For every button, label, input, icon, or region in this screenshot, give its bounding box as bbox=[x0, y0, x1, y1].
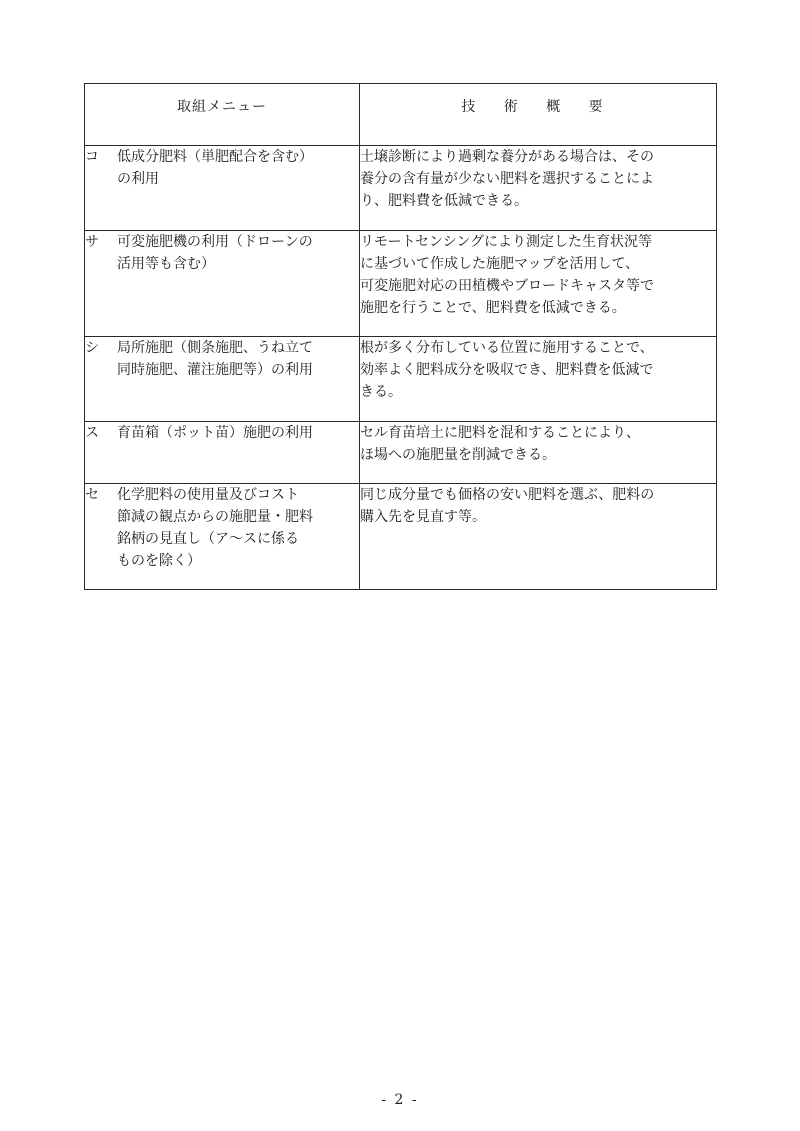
table-header-row bbox=[85, 84, 717, 146]
description-line: 施肥を行うことで、肥料費を低減できる。 bbox=[360, 300, 626, 316]
menu-line: ものを除く） bbox=[117, 553, 201, 569]
menu-cell bbox=[85, 337, 360, 422]
table-row bbox=[85, 231, 717, 337]
description-cell bbox=[360, 146, 717, 231]
table-row bbox=[85, 146, 717, 231]
menu-cell bbox=[85, 146, 360, 231]
description-cell bbox=[360, 231, 717, 337]
menu-letter: セ bbox=[85, 487, 99, 503]
description-line: に基づいて作成した施肥マップを活用して、 bbox=[360, 256, 640, 272]
menu-line: の利用 bbox=[117, 171, 159, 187]
menu-cell bbox=[85, 422, 360, 484]
description-line: 土壌診断により過剰な養分がある場合は、その bbox=[360, 149, 654, 165]
description-line: 可変施肥対応の田植機やブロードキャスタ等で bbox=[360, 278, 654, 294]
table-row bbox=[85, 337, 717, 422]
description-cell bbox=[360, 484, 717, 590]
description-line: 養分の含有量が少ない肥料を選択することによ bbox=[360, 171, 654, 187]
table-row bbox=[85, 422, 717, 484]
description-line: リモートセンシングにより測定した生育状況等 bbox=[360, 234, 653, 250]
menu-letter: シ bbox=[85, 340, 99, 356]
menu-line: 銘柄の見直し（ア～スに係る bbox=[117, 531, 299, 547]
menu-line: 同時施肥、灌注施肥等）の利用 bbox=[117, 362, 313, 378]
menu-line: 局所施肥（側条施肥、うね立て bbox=[117, 340, 313, 356]
description-line: 購入先を見直す等。 bbox=[360, 509, 486, 525]
description-line: 効率よく肥料成分を吸収でき、肥料費を低減で bbox=[360, 362, 654, 378]
description-cell bbox=[360, 337, 717, 422]
menu-letter: コ bbox=[85, 149, 99, 165]
description-line: セル育苗培土に肥料を混和することにより、 bbox=[360, 425, 640, 441]
description-line: ほ場への施肥量を削減できる。 bbox=[360, 447, 556, 463]
menu-line: 節減の観点からの施肥量・肥料 bbox=[117, 509, 313, 525]
description-line: り、肥料費を低減できる。 bbox=[360, 193, 528, 209]
menu-letter: サ bbox=[85, 234, 99, 250]
page-number: - 2 - bbox=[381, 1092, 419, 1108]
description-line: きる。 bbox=[360, 384, 402, 400]
menu-line: 育苗箱（ポット苗）施肥の利用 bbox=[117, 425, 313, 441]
menu-line: 化学肥料の使用量及びコスト bbox=[117, 487, 299, 503]
description-line: 根が多く分布している位置に施用することで、 bbox=[360, 340, 654, 356]
menu-cell bbox=[85, 231, 360, 337]
menu-line: 可変施肥機の利用（ドローンの bbox=[117, 234, 313, 250]
header-description: 技 術 概 要 bbox=[360, 84, 717, 146]
menu-cell bbox=[85, 484, 360, 590]
menu-letter: ス bbox=[85, 425, 99, 441]
menu-line: 低成分肥料（単肥配合を含む） bbox=[117, 149, 313, 165]
measures-table bbox=[84, 83, 717, 590]
menu-line: 活用等も含む） bbox=[117, 256, 215, 272]
header-menu: 取組メニュー bbox=[85, 84, 360, 146]
description-line: 同じ成分量でも価格の安い肥料を選ぶ、肥料の bbox=[360, 487, 655, 503]
table-row bbox=[85, 484, 717, 590]
description-cell bbox=[360, 422, 717, 484]
